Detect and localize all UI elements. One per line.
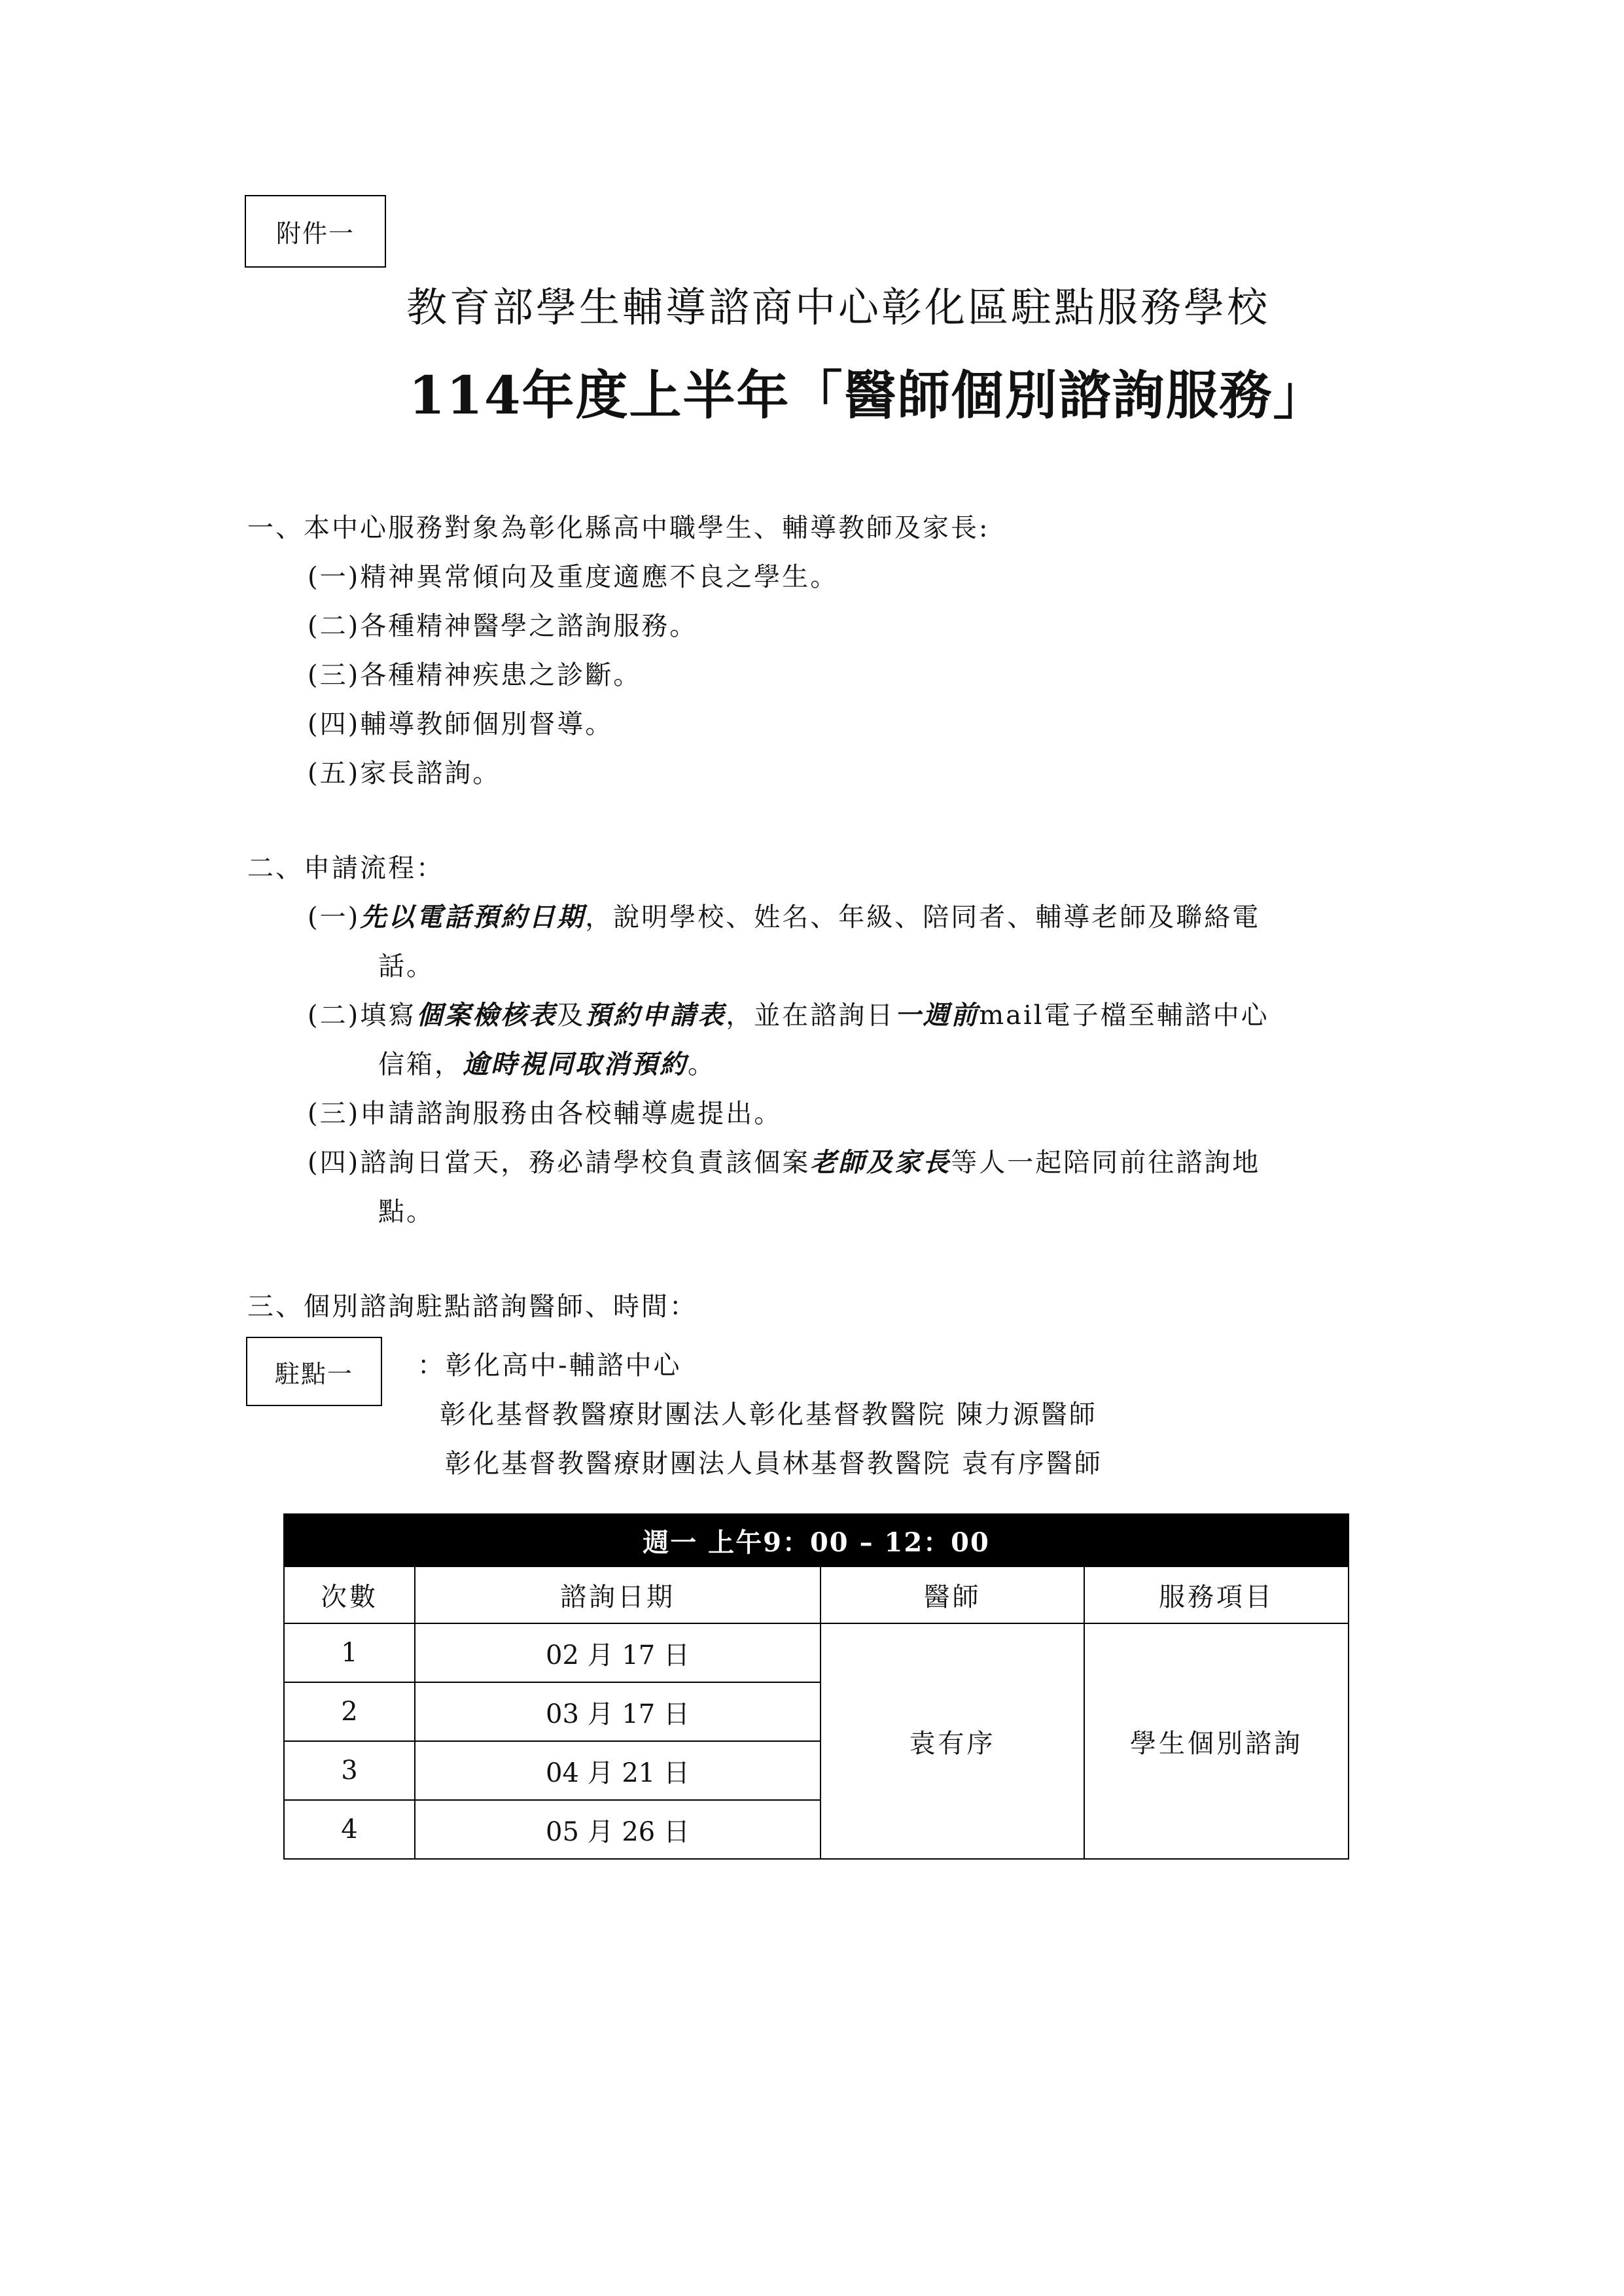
section2-heading: 二、申請流程： [247,853,444,883]
row-date: 03 月 17 日 [415,1682,821,1741]
doctor-line: 彰化基督教醫療財團法人彰化基督教醫院 陳力源醫師 [440,1400,1097,1430]
doctor-cell: 袁有序 [821,1623,1084,1859]
section2-item2-cont [378,1044,716,1081]
item-text: 信箱， [378,1050,463,1080]
column-header-doctor: 醫師 [821,1566,1084,1623]
row-date: 05 月 26 日 [415,1800,821,1859]
item-text: ，並在諮詢日 [726,1000,895,1031]
document-subtitle: 114年度上半年「醫師個別諮詢服務」 [408,364,1327,426]
row-number: 1 [284,1623,415,1682]
item-prefix: (一) [308,902,361,932]
row-number: 4 [284,1800,415,1859]
station-label: 駐點一 [246,1337,382,1406]
section1-item: (四)輔導教師個別督導。 [308,709,614,739]
doctor-line: 彰化基督教醫療財團法人員林基督教醫院 袁有序醫師 [445,1449,1103,1479]
section2-item4 [308,1142,1260,1179]
item-text: 。 [688,1050,716,1080]
document-title: 教育部學生輔導諮商中心彰化區駐點服務學校 [406,283,1270,331]
item-text: 及 [557,1000,586,1031]
item-text: 等人一起陪同前往諮詢地 [951,1148,1261,1178]
row-date: 04 月 21 日 [415,1741,821,1800]
section3-heading: 三、個別諮詢駐點諮詢醫師、時間： [247,1292,697,1322]
column-header-service: 服務項目 [1084,1566,1349,1623]
section1-heading: 一、本中心服務對象為彰化縣高中職學生、輔導教師及家長: [247,513,990,543]
emphasis-text: 老師及家長 [810,1147,951,1178]
emphasis-text: 預約申請表 [585,1000,726,1031]
item-prefix: (二)填寫 [308,1000,417,1031]
emphasis-text: 一週前 [894,1000,980,1031]
section1-item: (一)精神異常傾向及重度適應不良之學生。 [308,562,839,592]
section1-item: (三)各種精神疾患之診斷。 [308,660,642,690]
column-header-date: 諮詢日期 [415,1566,821,1623]
row-date: 02 月 17 日 [415,1623,821,1682]
item-text: (四)諮詢日當天，務必請學校負責該個案 [308,1148,811,1178]
section2-item3: (三)申請諮詢服務由各校輔導處提出。 [308,1099,783,1129]
section2-item4-cont: 點。 [378,1197,434,1227]
row-number: 3 [284,1741,415,1800]
attachment-label: 附件一 [245,195,386,268]
emphasis-text: 先以電話預約日期 [360,902,586,932]
schedule-table [283,1513,1349,1860]
station-location: ：彰化高中-輔諮中心 [417,1351,682,1381]
item-text: mail電子檔至輔諮中心 [979,1000,1269,1031]
item-text: ，說明學校、姓名、年級、陪同者、輔導老師及聯絡電 [585,902,1261,932]
service-cell: 學生個別諮詢 [1084,1623,1349,1859]
section1-item: (五)家長諮詢。 [308,758,501,788]
emphasis-text: 逾時視同取消預約 [463,1049,688,1080]
section2-item1-cont: 話。 [378,951,434,981]
section1-item: (二)各種精神醫學之諮詢服務。 [308,611,698,641]
emphasis-text: 個案檢核表 [416,1000,557,1031]
section2-item2 [308,995,1269,1032]
table-row [284,1623,1349,1682]
section2-item1 [308,896,1260,934]
schedule-banner: 週一 上午9：00 – 12：00 [284,1514,1349,1566]
row-number: 2 [284,1682,415,1741]
column-header-count: 次數 [284,1566,415,1623]
